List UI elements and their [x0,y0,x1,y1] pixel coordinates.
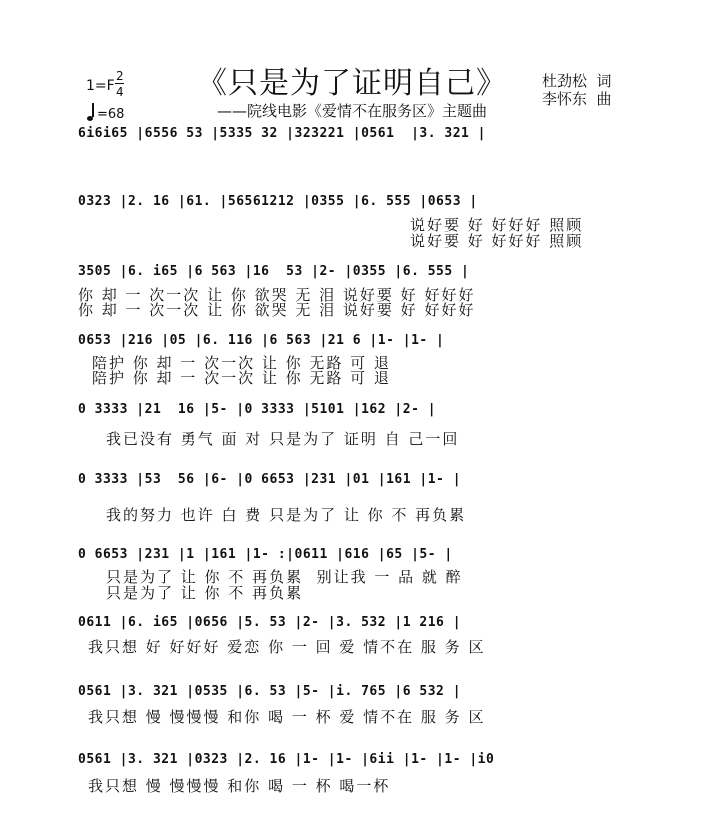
lyric-row-8: 我只想 好 好好好 爱恋 你 一 回 爱 情不在 服 务 区 [88,638,486,656]
lyric-row-4-verse-2: 陪护 你 却 一 次一次 让 你 无路 可 退 [92,369,391,387]
lyric-row-7-verse-1: 只是为了 让 你 不 再负累 别让我 一 品 就 醉 [106,568,463,586]
song-title: 《只是为了证明自己》 [197,66,507,101]
lyric-row-9: 我只想 慢 慢慢慢 和你 喝 一 杯 爱 情不在 服 务 区 [88,708,486,726]
lyric-row-6: 我的努力 也许 白 费 只是为了 让 你 不 再负累 [106,506,467,524]
notation-row-8: 0611 |6. i65 |0656 |5. 53 |2- |3. 532 |1 216 | [78,615,462,630]
notation-row-9: 0561 |3. 321 |0535 |6. 53 |5- |i. 765 |6 532 | [78,684,462,699]
tempo-marking: =68 [97,107,125,122]
key-signature: 1=F [86,78,115,94]
notation-row-7: 0 6653 |231 |1 |161 |1- :|0611 |616 |65 |5- | [78,547,453,562]
notation-row-3: 3505 |6. i65 |6 563 |16 53 |2- |0355 |6. 555 | [78,264,470,279]
lyric-row-2-verse-1: 说好要 好 好好好 照顾 [410,216,584,234]
time-signature-bar [115,83,124,84]
notation-row-1: 6i6i65 |6556 53 |5335 32 |323221 |0561 |3. 321 | [78,126,487,141]
time-signature-bottom: 4 [116,85,124,99]
composer-credit: 李怀东 曲 [542,90,612,108]
notation-row-5: 0 3333 |21 16 |5- |0 3333 |5101 |162 |2- | [78,402,437,417]
time-signature-top: 2 [116,69,124,83]
lyric-row-2-verse-2: 说好要 好 好好好 照顾 [410,232,584,250]
song-subtitle: ——院线电影《爱情不在服务区》主题曲 [216,102,487,120]
lyric-row-7-verse-2: 只是为了 让 你 不 再负累 [106,584,304,602]
notation-row-2: 0323 |2. 16 |61. |56561212 |0355 |6. 555 |0653 | [78,194,478,209]
lyric-row-3-verse-1: 你 却 一 次一次 让 你 欲哭 无 泪 说好要 好 好好好 [78,286,476,304]
lyric-row-4-verse-1: 陪护 你 却 一 次一次 让 你 无路 可 退 [92,354,391,372]
lyric-row-10: 我只想 慢 慢慢慢 和你 喝 一 杯 喝一杯 [88,777,391,795]
lyricist-credit: 杜劲松 词 [542,72,612,90]
lyric-row-5: 我已没有 勇气 面 对 只是为了 证明 自 己一回 [106,430,460,448]
notation-row-4: 0653 |216 |05 |6. 116 |6 563 |21 6 |1- |1- | [78,333,445,348]
notation-row-6: 0 3333 |53 56 |6- |0 6653 |231 |01 |161 |1- | [78,472,462,487]
notation-row-10: 0561 |3. 321 |0323 |2. 16 |1- |1- |6ii |1- |1- |i0 [78,752,495,767]
note-stem [92,103,94,117]
lyric-row-3-verse-2: 你 却 一 次一次 让 你 欲哭 无 泪 说好要 好 好好好 [78,301,476,319]
